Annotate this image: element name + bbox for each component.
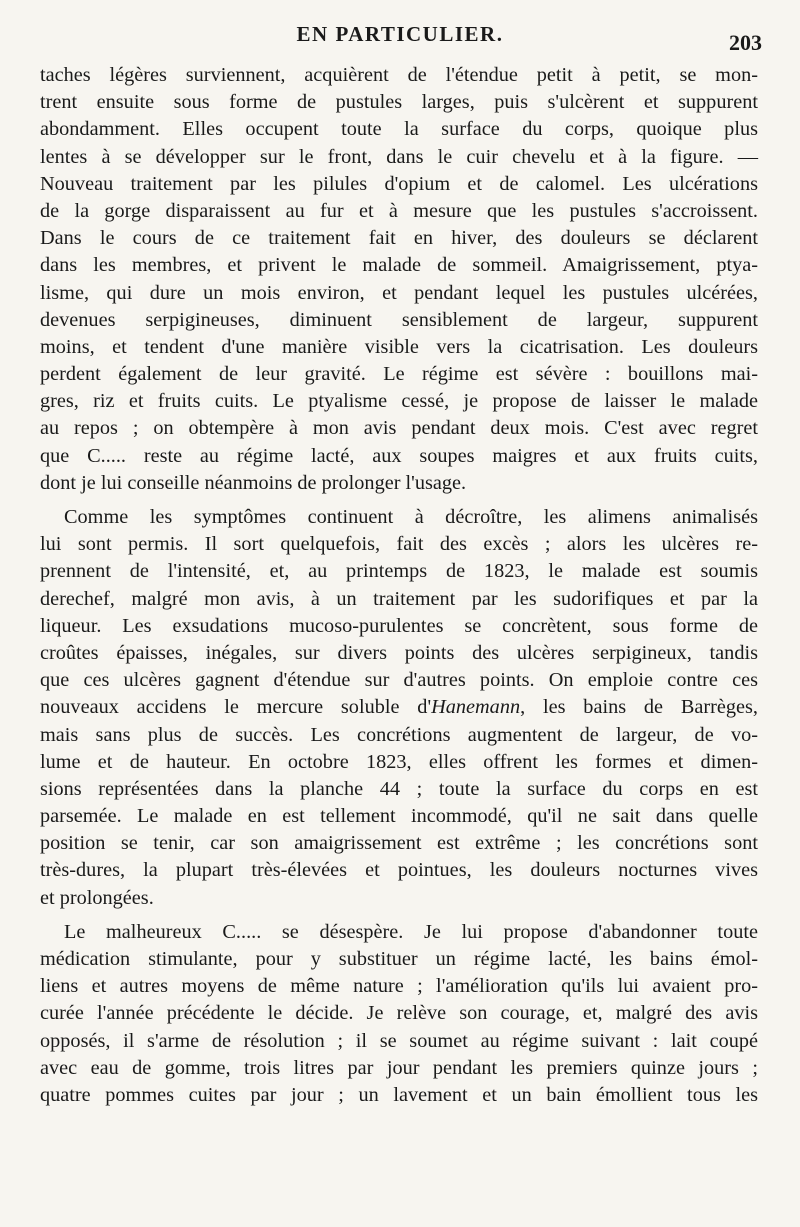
- text-line: lui sont permis. Il sort quelquefois, fait des excès ; alors les ulcères re-: [40, 533, 758, 556]
- text-line: lisme, qui dure un mois environ, et pendant lequel les pustules ulcérées,: [40, 281, 758, 304]
- text-line: Le malheureux C..... se désespère. Je lui propose d'abandonner toute: [64, 920, 758, 943]
- text-line: Dans le cours de ce traitement fait en hiver, des douleurs se déclarent: [40, 227, 758, 250]
- text-line: perdent également de leur gravité. Le régime est sévère : bouillons mai-: [40, 363, 758, 386]
- body-text: [40, 62, 758, 1109]
- text-line: lentes à se développer sur le front, dans le cuir chevelu et à la figure. —: [40, 145, 758, 168]
- text-line: gres, riz et fruits cuits. Le ptyalisme cessé, je propose de laisser le malade: [40, 390, 758, 413]
- text-line: abondamment. Elles occupent toute la surface du corps, quoique plus: [40, 118, 758, 141]
- text-line: derechef, malgré mon avis, à un traitement par les sudorifiques et par la: [40, 587, 758, 610]
- text-line: opposés, il s'arme de résolution ; il se soumet au régime suivant : lait coupé: [40, 1029, 758, 1052]
- page-header: [0, 22, 800, 55]
- page-number: 203: [729, 30, 762, 55]
- text-line-with-name: [40, 694, 758, 721]
- text-line: taches légères surviennent, acquièrent de l'étendue petit à petit, se mon-: [40, 64, 758, 86]
- text-line: liqueur. Les exsudations mucoso-purulentes se concrètent, sous forme de: [40, 614, 758, 637]
- text-line: prennent de l'intensité, et, au printemps de 1823, le malade est soumis: [40, 560, 758, 583]
- text-line: Comme les symptômes continuent à décroître, les alimens animalisés: [64, 506, 758, 528]
- text-line: dans les membres, et privent le malade de sommeil. Amaigrissement, ptya-: [40, 254, 758, 277]
- text-line: au repos ; on obtempère à mon avis pendant deux mois. C'est avec regret: [40, 417, 758, 440]
- text-line: sions représentées dans la planche 44 ; toute la surface du corps en est: [40, 777, 758, 800]
- text-line: parsemée. Le malade en est tellement incommodé, qu'il ne sait dans quelle: [40, 805, 758, 828]
- text-fragment: , les bains de Barrèges,: [520, 696, 758, 719]
- text-line: médication stimulante, pour y substituer un régime lacté, les bains émol-: [40, 948, 758, 970]
- paragraph-gap: [40, 497, 758, 504]
- text-line: lume et de hauteur. En octobre 1823, elles offrent les formes et dimen-: [40, 750, 758, 773]
- text-line: dont je lui conseille néanmoins de prolonger l'usage.: [40, 471, 467, 494]
- text-fragment: nouveaux accidens le mercure soluble d': [40, 696, 432, 719]
- text-line: Nouveau traitement par les pilules d'opium et de calomel. Les ulcérations: [40, 172, 758, 195]
- text-line: croûtes épaisses, inégales, sur divers points des ulcères serpigineux, tandis: [40, 641, 758, 664]
- proper-name: Hanemann: [431, 696, 521, 719]
- text-line: de la gorge disparaissent au fur et à mesure que les pustules s'accroissent.: [40, 199, 758, 222]
- text-line: trent ensuite sous forme de pustules larges, puis s'ulcèrent et suppurent: [40, 91, 758, 114]
- text-line: moins, et tendent d'une manière visible vers la cicatrisation. Les douleurs: [40, 335, 758, 358]
- text-line: mais sans plus de succès. Les concrétions augmentent de largeur, de vo-: [40, 723, 758, 746]
- text-line: devenues serpigineuses, diminuent sensiblement de largeur, suppurent: [40, 308, 758, 331]
- text-line: liens et autres moyens de même nature ; l'amélioration qu'ils lui avaient pro-: [40, 975, 758, 998]
- text-line: que C..... reste au régime lacté, aux soupes maigres et aux fruits cuits,: [40, 444, 758, 467]
- text-line: curée l'année précédente le décide. Je relève son courage, et, malgré des avis: [40, 1002, 758, 1025]
- text-line: que ces ulcères gagnent d'étendue sur d'autres points. On emploie contre ces: [40, 669, 758, 692]
- text-line: avec eau de gomme, trois litres par jour pendant les premiers quinze jours ;: [40, 1056, 758, 1079]
- running-head: EN PARTICULIER.: [296, 22, 504, 46]
- text-line: position se tenir, car son amaigrissement est extrême ; les concrétions sont: [40, 832, 758, 855]
- text-line: très-dures, la plupart très-élevées et pointues, les douleurs nocturnes vives: [40, 859, 758, 882]
- paragraph-gap: [40, 912, 758, 919]
- text-line: et prolongées.: [40, 886, 154, 909]
- text-line: quatre pommes cuites par jour ; un lavement et un bain émollient tous les: [40, 1083, 758, 1106]
